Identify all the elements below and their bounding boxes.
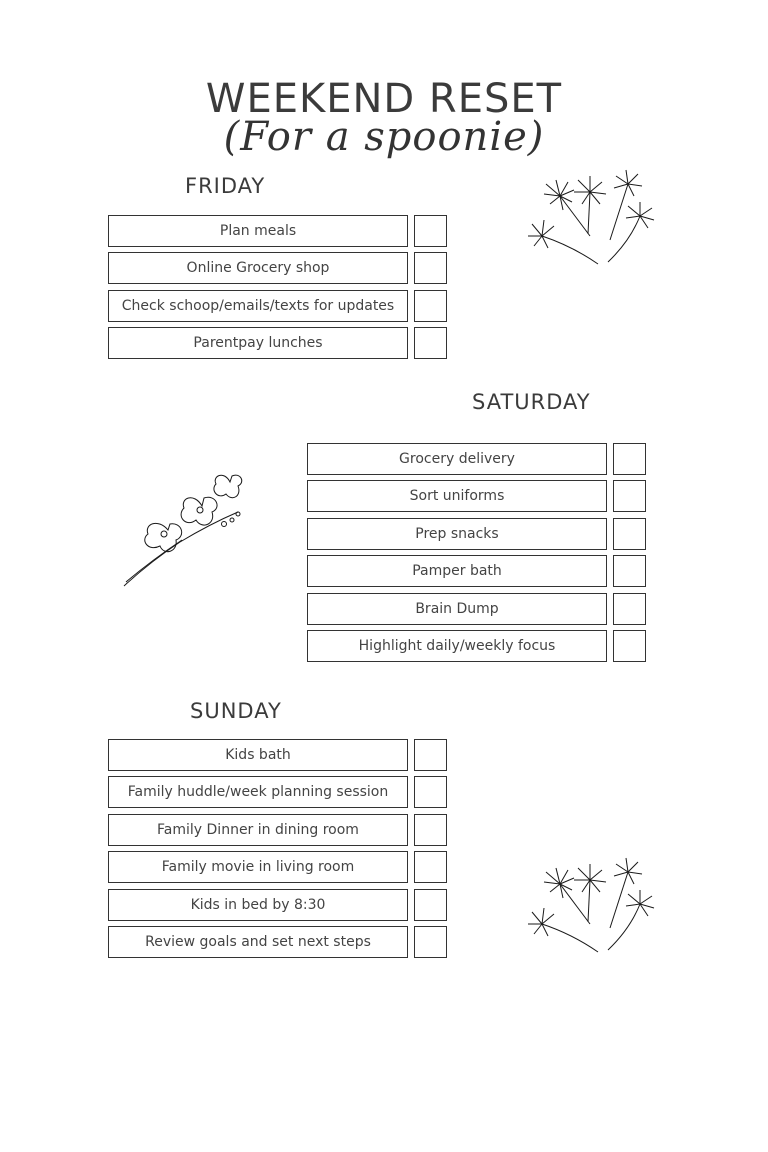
task-label: Highlight daily/weekly focus <box>307 630 607 662</box>
task-label: Review goals and set next steps <box>108 926 408 958</box>
task-checkbox[interactable] <box>414 814 447 846</box>
task-label: Parentpay lunches <box>108 327 408 359</box>
task-checkbox[interactable] <box>613 630 646 662</box>
task-checkbox[interactable] <box>414 327 447 359</box>
day-heading-friday: FRIDAY <box>185 174 266 198</box>
task-label: Family huddle/week planning session <box>108 776 408 808</box>
task-checkbox[interactable] <box>613 555 646 587</box>
task-label: Pamper bath <box>307 555 607 587</box>
dandelion-seeds-icon <box>528 858 658 958</box>
task-checkbox[interactable] <box>414 252 447 284</box>
day-heading-sunday: SUNDAY <box>190 699 282 723</box>
dandelion-seeds-icon <box>528 170 658 270</box>
task-checkbox[interactable] <box>414 851 447 883</box>
task-checkbox[interactable] <box>414 215 447 247</box>
page-title: WEEKEND RESET <box>205 76 563 122</box>
task-label: Family movie in living room <box>108 851 408 883</box>
task-checkbox[interactable] <box>414 889 447 921</box>
task-checkbox[interactable] <box>613 480 646 512</box>
task-checkbox[interactable] <box>613 518 646 550</box>
task-label: Sort uniforms <box>307 480 607 512</box>
task-label: Family Dinner in dining room <box>108 814 408 846</box>
task-label: Prep snacks <box>307 518 607 550</box>
page-subtitle: (For a spoonie) <box>223 114 545 160</box>
task-label: Check schoop/emails/texts for updates <box>108 290 408 322</box>
task-label: Plan meals <box>108 215 408 247</box>
task-checkbox[interactable] <box>414 739 447 771</box>
task-checkbox[interactable] <box>613 443 646 475</box>
task-checkbox[interactable] <box>613 593 646 625</box>
task-label: Grocery delivery <box>307 443 607 475</box>
task-label: Kids bath <box>108 739 408 771</box>
task-checkbox[interactable] <box>414 926 447 958</box>
task-label: Kids in bed by 8:30 <box>108 889 408 921</box>
task-checkbox[interactable] <box>414 776 447 808</box>
blossom-branch-icon <box>120 462 250 592</box>
task-checkbox[interactable] <box>414 290 447 322</box>
day-heading-saturday: SATURDAY <box>472 390 591 414</box>
task-label: Brain Dump <box>307 593 607 625</box>
task-label: Online Grocery shop <box>108 252 408 284</box>
